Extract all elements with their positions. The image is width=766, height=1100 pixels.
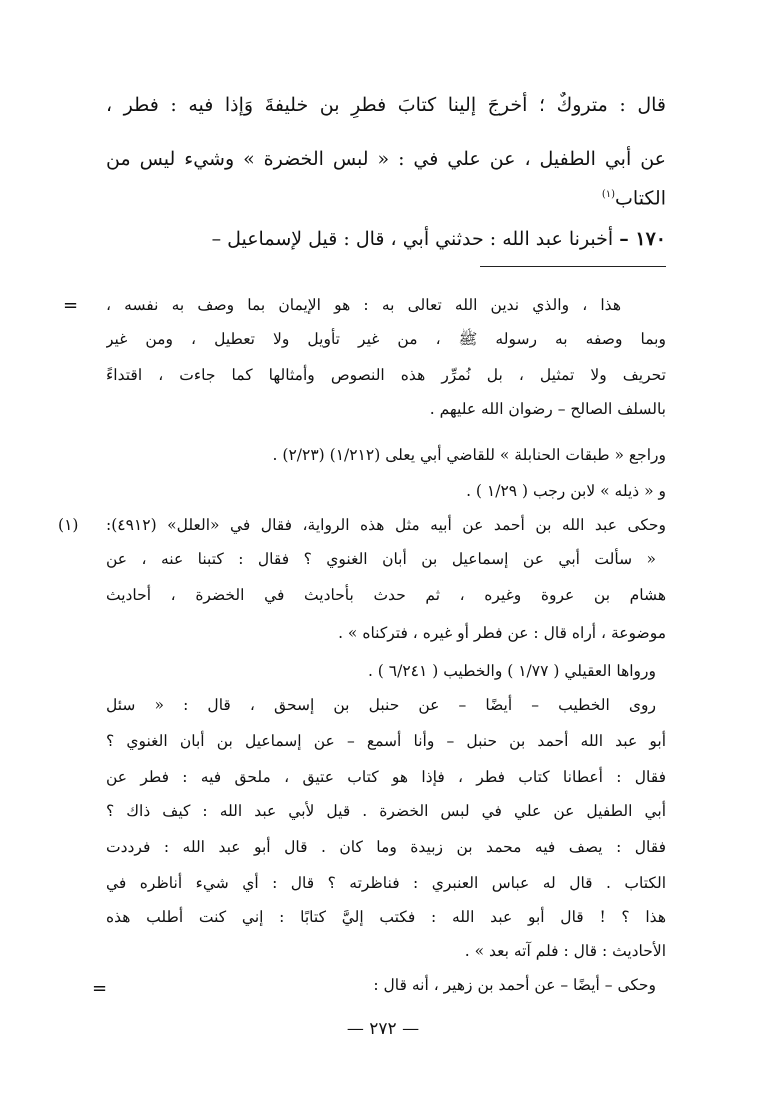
footnote-line-11: الكتاب . قال له عباس العنبري : فناظرته ؟ قال : أي شيء أناظره في [106, 874, 666, 892]
footnote-line-7: أبو عبد الله أحمد بن حنبل – وأنا أسمع – عن إسماعيل بن أبان الغنوي ؟ [106, 732, 666, 750]
page-number: — ٢٧٢ — [346, 1019, 420, 1039]
footnote-line-12: هذا ؟ ! قال أبو عبد الله : فكتب إليَّ كتابًا : إني كنت أطلب هذه [106, 908, 666, 926]
continuation-line-3: تحريف ولا تمثيل ، بل نُمرِّر هذه النصوص وأمثالها كما جاءت ، اقتداءً [106, 366, 666, 384]
continuation-marker-top: = [63, 295, 79, 316]
continuation-line-2: وبما وصفه به رسوله ﷺ ، من غير تأويل ولا تعطيل ، ومن غير [106, 330, 666, 348]
footnote-line-4: موضوعة ، أراه قال : عن فطر أو غيره ، فتركناه » . [338, 624, 666, 642]
continuation-line-4: بالسلف الصالح – رضوان الله عليهم . [429, 400, 666, 418]
continuation-line-5: وراجع « طبقات الحنابلة » للقاضي أبي يعلى (١/٢١٢) (٢/٢٣) . [272, 446, 666, 464]
hadith-line [106, 226, 666, 252]
hadith-text: أخبرنا عبد الله : حدثني أبي ، قال : قيل لإسماعيل – [211, 228, 614, 250]
main-text-line-3 [106, 182, 666, 211]
footnote-number: (١) [58, 516, 79, 534]
hadith-number: ١٧٠ – [619, 228, 666, 250]
footnote-line-1: وحكى عبد الله بن أحمد عن أبيه مثل هذه الرواية، فقال في «العلل» (٤٩١٢): [106, 516, 666, 534]
footnote-line-9: أبي الطفيل عن علي في لبس الخضرة . قيل لأبي عبد الله : كيف ذاك ؟ [106, 802, 666, 820]
main-text-line-2: عن أبي الطفيل ، عن علي في : « لبس الخضرة » وشيء ليس من [106, 148, 666, 170]
footnote-line-14: وحكى – أيضًا – عن أحمد بن زهير ، أنه قال : [373, 976, 656, 994]
footnote-line-8: فقال : أعطانا كتاب فطر ، فإذا هو كتاب عتيق ، ملحق فيه : فطر عن [106, 768, 666, 786]
footnote-line-3: هشام بن عروة وغيره ، ثم حدث بأحاديث في الخضرة ، أحاديث [106, 586, 666, 604]
continuation-marker-bottom: = [92, 978, 108, 999]
footnote-line-10: فقال : يصف فيه محمد بن زبيدة وما كان . قال أبو عبد الله : فرددت [106, 838, 666, 856]
continuation-line-1: هذا ، والذي ندين الله تعالى به : هو الإيمان بما وصف به نفسه ، [106, 296, 621, 314]
footnote-line-13: الأحاديث : قال : فلم آته بعد » . [464, 942, 666, 960]
footnote-reference: (١) [601, 189, 616, 200]
main-text-line-1: قال : متروكٌ ؛ أخرجَ إلينا كتابَ فطرِ بن خليفةَ وَإذا فيه : فطر ، [106, 94, 666, 116]
footnote-separator [480, 266, 666, 267]
continuation-line-6: و « ذيله » لابن رجب ( ١/٢٩ ) . [466, 482, 666, 500]
footnote-line-5: ورواها العقيلي ( ١/٧٧ ) والخطيب ( ٦/٢٤١ ) . [367, 662, 656, 680]
main-text-line-3-text: الكتاب [615, 187, 666, 210]
footnote-line-2: « سألت أبي عن إسماعيل بن أبان الغنوي ؟ فقال : كتبنا عنه ، عن [106, 550, 656, 568]
footnote-line-6: روى الخطيب – أيضًا – عن حنبل بن إسحق ، قال : « سئل [106, 696, 656, 714]
